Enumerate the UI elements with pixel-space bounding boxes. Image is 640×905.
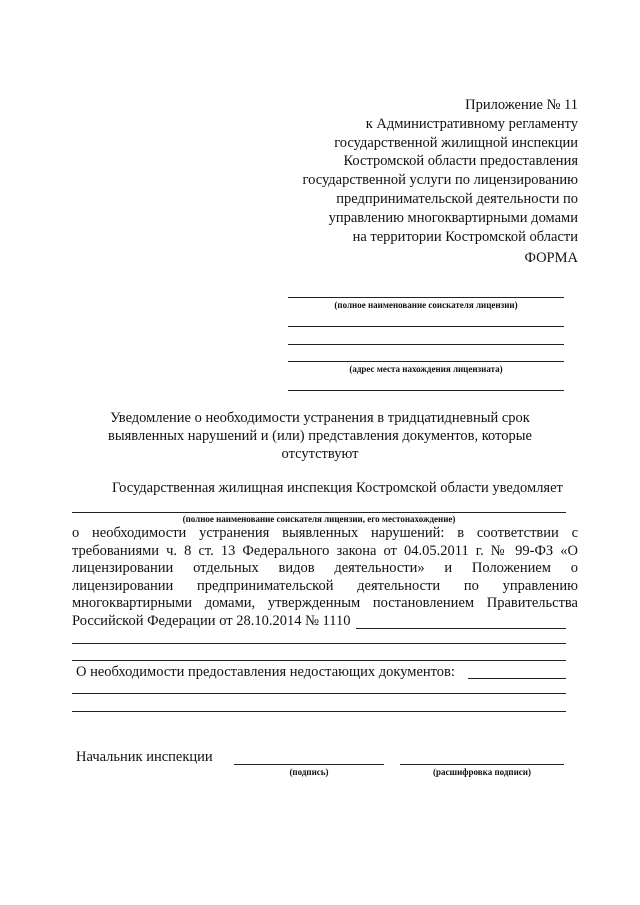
header-line: предпринимательской деятельности по <box>336 190 578 207</box>
header-line: государственной жилищной инспекции <box>334 134 578 151</box>
header-line: управлению многоквартирными домами <box>328 209 578 226</box>
title-line: отсутствуют <box>281 446 359 462</box>
signatory-label: Начальник инспекции <box>76 749 213 765</box>
address-line <box>288 361 564 362</box>
header-line: Костромской области предоставления <box>343 153 578 170</box>
violations-fill-line <box>356 628 566 629</box>
missing-docs-line: О необходимости предоставления недостающих документов: <box>76 664 455 680</box>
blank-line <box>288 326 564 327</box>
blank-line <box>288 390 564 391</box>
applicant-name-caption: (полное наименование соискателя лицензии) <box>334 300 518 310</box>
address-caption: (адрес места нахождения лицензиата) <box>349 364 503 374</box>
applicant-details-caption: (полное наименование соискателя лицензии, его местонахождение) <box>182 514 456 524</box>
paragraph-line: лицензировании предпринимательской деятельности по управлению <box>72 577 578 594</box>
paragraph-line: о необходимости устранения выявленных нарушений: в соответствии с <box>72 525 578 541</box>
title-line: Уведомление о необходимости устранения в тридцатидневный срок <box>110 410 530 426</box>
notice-title <box>70 409 570 463</box>
signature-decode-line <box>400 764 564 765</box>
appendix-number: Приложение № 11 <box>465 97 578 113</box>
header-line: государственной услуги по лицензированию <box>302 172 578 189</box>
violations-paragraph <box>72 525 578 613</box>
form-label: ФОРМА <box>524 250 578 266</box>
notify-line: Государственная жилищная инспекция Костромской области уведомляет <box>112 480 563 496</box>
header-line: к Административному регламенту <box>365 115 578 132</box>
blank-line <box>72 660 566 661</box>
paragraph-line: лицензировании отдельных видов деятельности» и Положением о <box>72 560 578 576</box>
header-line: на территории Костромской области <box>352 228 578 245</box>
signature-decode-caption: (расшифровка подписи) <box>433 767 531 777</box>
blank-line <box>288 344 564 345</box>
decree-line: Российской Федерации от 28.10.2014 № 1110 <box>72 613 351 629</box>
applicant-name-line <box>288 297 564 298</box>
blank-line <box>72 693 566 694</box>
appendix-header <box>303 96 579 246</box>
docs-fill-line <box>468 678 566 679</box>
signature-line <box>234 764 384 765</box>
paragraph-line: многоквартирными домами, утвержденным постановлением Правительства <box>72 595 578 611</box>
applicant-details-line <box>72 512 566 513</box>
blank-line <box>72 643 566 644</box>
signature-caption: (подпись) <box>289 767 329 777</box>
title-line: выявленных нарушений и (или) представления документов, которые <box>108 428 532 444</box>
paragraph-line: требованиями ч. 8 ст. 13 Федерального закона от 04.05.2011 г. № 99-ФЗ «О <box>72 542 578 559</box>
blank-line <box>72 711 566 712</box>
